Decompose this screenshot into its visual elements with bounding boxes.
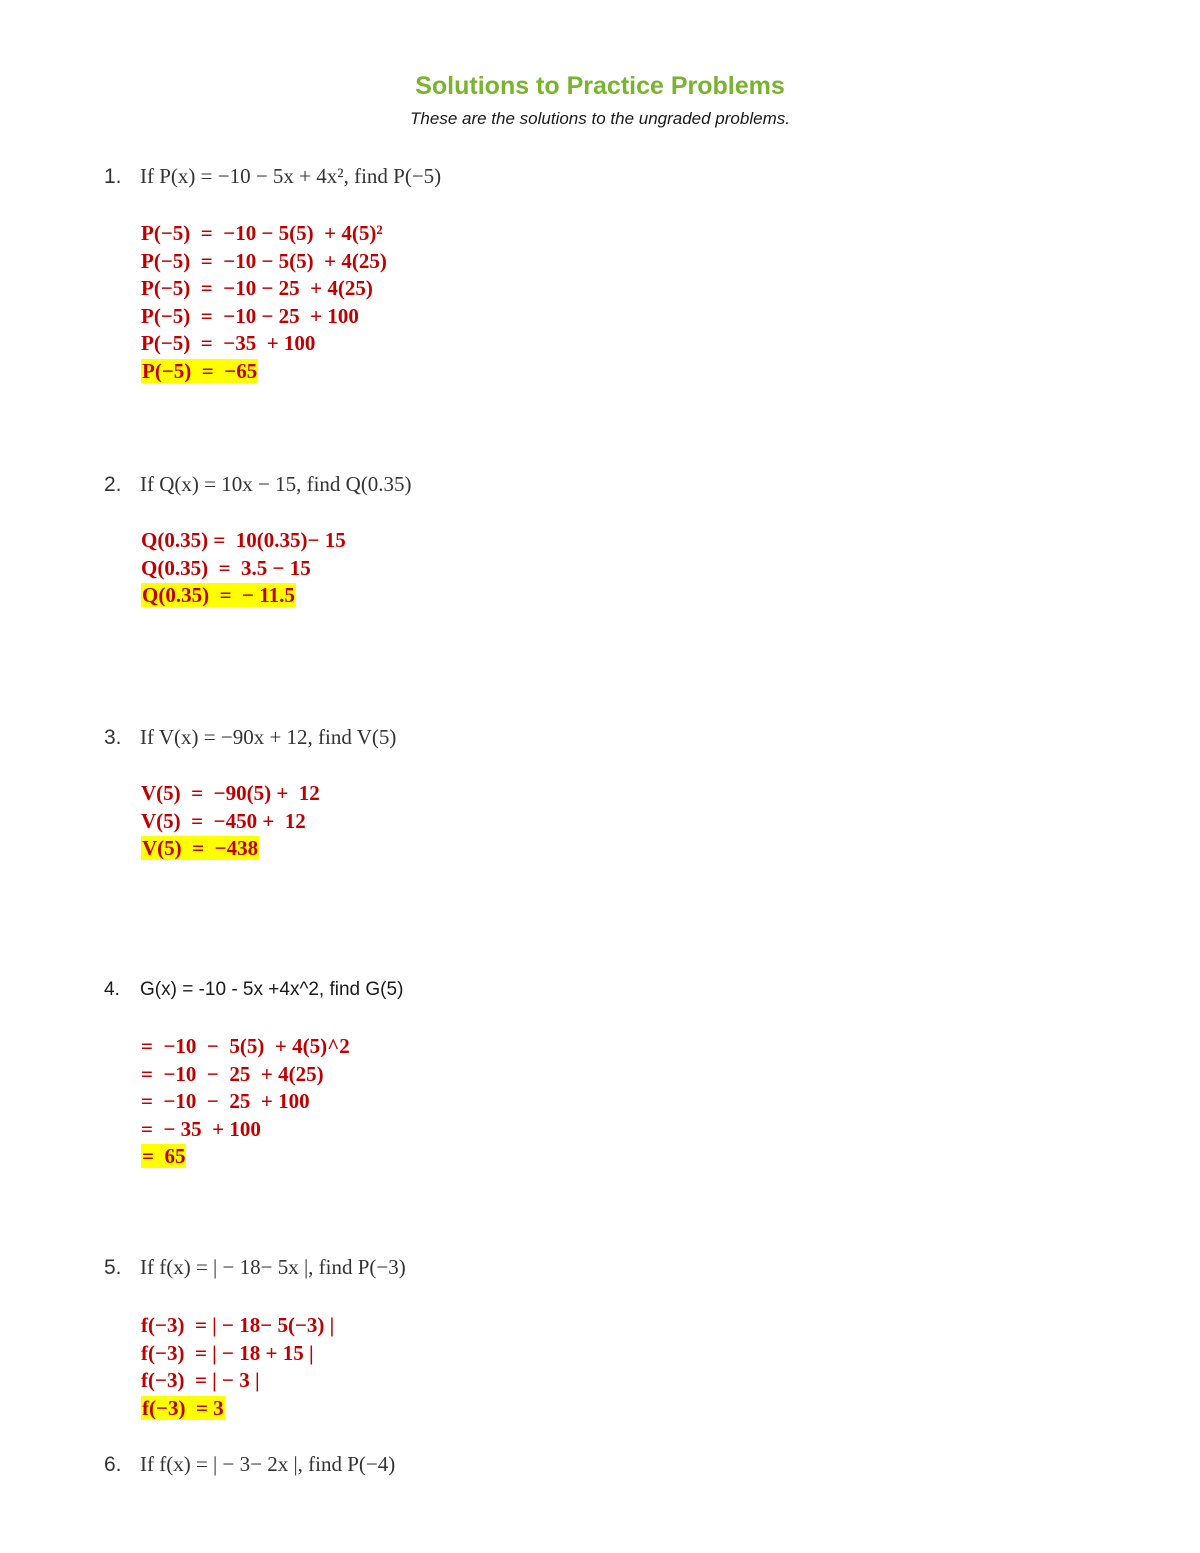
page-title: Solutions to Practice Problems bbox=[415, 72, 785, 100]
problem-6 bbox=[104, 1452, 395, 1477]
problem-number: 6. bbox=[104, 1453, 122, 1476]
solution-step: f(−3) = | − 18 + 15 | bbox=[141, 1340, 314, 1365]
solution-steps-4 bbox=[141, 1033, 350, 1171]
solution-step: P(−5) = −10 − 5(5) + 4(5)² bbox=[141, 221, 383, 245]
problem-statement: If V(x) = −90x + 12, find V(5) bbox=[140, 725, 397, 749]
solution-steps-3 bbox=[141, 780, 320, 863]
final-answer: P(−5) = −65 bbox=[142, 358, 258, 383]
solution-step: P(−5) = −35 + 100 bbox=[141, 331, 316, 355]
problem-statement: If Q(x) = 10x − 15, find Q(0.35) bbox=[140, 472, 412, 496]
solution-step: = −10 − 25 + 4(25) bbox=[141, 1061, 324, 1086]
final-answer: = 65 bbox=[142, 1144, 186, 1168]
solution-step: V(5) = −450 + 12 bbox=[141, 808, 306, 833]
problem-number: 4. bbox=[104, 979, 120, 1000]
solution-step: f(−3) = | − 18− 5(−3) | bbox=[141, 1313, 335, 1337]
problem-statement: If P(x) = −10 − 5x + 4x², find P(−5) bbox=[140, 164, 442, 188]
solution-step: = − 35 + 100 bbox=[141, 1116, 261, 1141]
final-answer: Q(0.35) = − 11.5 bbox=[142, 583, 295, 607]
solution-step: P(−5) = −10 − 25 + 4(25) bbox=[141, 276, 373, 300]
problem-number: 3. bbox=[104, 726, 122, 749]
solution-step: V(5) = −90(5) + 12 bbox=[141, 781, 320, 805]
problem-2 bbox=[104, 472, 412, 497]
solution-steps-2 bbox=[141, 527, 346, 610]
solution-step: f(−3) = | − 3 | bbox=[141, 1368, 260, 1392]
problem-4 bbox=[104, 979, 403, 1001]
solution-steps-5 bbox=[141, 1312, 334, 1422]
problem-number: 2. bbox=[104, 473, 122, 496]
problem-3 bbox=[104, 725, 396, 750]
solution-step: Q(0.35) = 10(0.35)− 15 bbox=[141, 528, 346, 552]
final-answer: V(5) = −438 bbox=[142, 836, 259, 860]
problem-5 bbox=[104, 1255, 406, 1280]
page-subtitle: These are the solutions to the ungraded problems. bbox=[410, 109, 790, 128]
problem-statement: If f(x) = | − 3− 2x |, find P(−4) bbox=[140, 1452, 396, 1476]
problem-1 bbox=[104, 164, 441, 189]
solution-steps-1 bbox=[141, 220, 387, 385]
problem-statement: G(x) = -10 - 5x +4x^2, find G(5) bbox=[140, 979, 404, 1000]
solution-step: P(−5) = −10 − 5(5) + 4(25) bbox=[141, 248, 387, 273]
problem-number: 1. bbox=[104, 165, 122, 188]
solution-step: = −10 − 5(5) + 4(5)^2 bbox=[141, 1034, 350, 1058]
problem-statement: If f(x) = | − 18− 5x |, find P(−3) bbox=[140, 1255, 406, 1279]
solution-step: Q(0.35) = 3.5 − 15 bbox=[141, 555, 311, 580]
problem-number: 5. bbox=[104, 1256, 122, 1279]
final-answer: f(−3) = 3 bbox=[142, 1395, 224, 1420]
solution-step: P(−5) = −10 − 25 + 100 bbox=[141, 303, 359, 328]
solution-step: = −10 − 25 + 100 bbox=[141, 1089, 310, 1113]
